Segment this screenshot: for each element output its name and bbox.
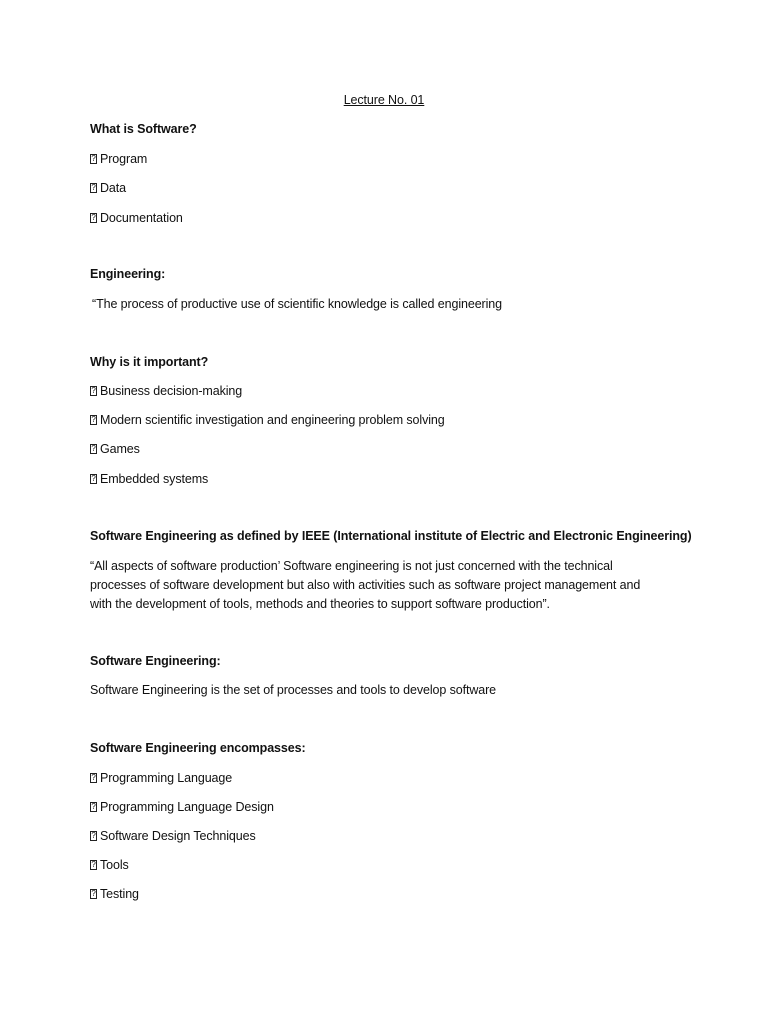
heading-ieee-definition: Software Engineering as defined by IEEE (International institute of Electric and Electronic Engineering) (90, 529, 692, 543)
list-item (90, 829, 256, 843)
engineering-definition: “The process of productive use of scientific knowledge is called engineering (92, 297, 502, 311)
list-item-text: Programming Language (100, 771, 233, 785)
missing-glyph-icon: ? (91, 802, 96, 811)
list-item (90, 472, 208, 486)
paragraph-line: with the development of tools, methods and theories to support software production”. (90, 597, 550, 611)
list-item-text: Modern scientific investigation and engineering problem solving (100, 413, 445, 427)
list-item-text: Documentation (100, 211, 183, 225)
lecture-title: Lecture No. 01 (343, 93, 425, 107)
missing-glyph-icon: ? (91, 773, 96, 782)
list-item-text: Software Design Techniques (100, 829, 256, 843)
list-item (90, 152, 147, 166)
list-item (90, 413, 445, 427)
heading-engineering: Engineering: (90, 267, 166, 281)
list-item (90, 887, 139, 901)
list-item-text: Tools (100, 858, 129, 872)
list-item-text: Data (100, 181, 127, 195)
missing-glyph-icon: ? (91, 213, 96, 222)
paragraph-line: “All aspects of software production’ Software engineering is not just concerned with the technical (90, 559, 613, 573)
list-item (90, 384, 242, 398)
missing-glyph-icon: ? (91, 860, 96, 869)
missing-glyph-icon: ? (91, 831, 96, 840)
list-item-text: Business decision-making (100, 384, 243, 398)
ieee-definition-paragraph (90, 557, 690, 614)
missing-glyph-icon: ? (91, 889, 96, 898)
list-item-text: Embedded systems (100, 472, 209, 486)
list-item-text: Testing (100, 887, 139, 901)
list-item (90, 442, 140, 456)
list-item (90, 858, 129, 872)
missing-glyph-icon: ? (91, 474, 96, 483)
software-engineering-definition: Software Engineering is the set of processes and tools to develop software (90, 683, 497, 697)
missing-glyph-icon: ? (91, 415, 96, 424)
list-item (90, 211, 183, 225)
heading-software-engineering: Software Engineering: (90, 654, 221, 668)
paragraph-line: processes of software development but also with activities such as software project management and (90, 578, 641, 592)
heading-why-important: Why is it important? (90, 355, 209, 369)
missing-glyph-icon: ? (91, 386, 96, 395)
list-item (90, 800, 274, 814)
heading-what-is-software: What is Software? (90, 122, 197, 136)
heading-se-encompasses: Software Engineering encompasses: (90, 741, 306, 755)
list-item-text: Games (100, 442, 140, 456)
list-item (90, 771, 232, 785)
missing-glyph-icon: ? (91, 444, 96, 453)
list-item-text: Program (100, 152, 148, 166)
missing-glyph-icon: ? (91, 154, 96, 163)
list-item (90, 181, 126, 195)
list-item-text: Programming Language Design (100, 800, 274, 814)
missing-glyph-icon: ? (91, 183, 96, 192)
